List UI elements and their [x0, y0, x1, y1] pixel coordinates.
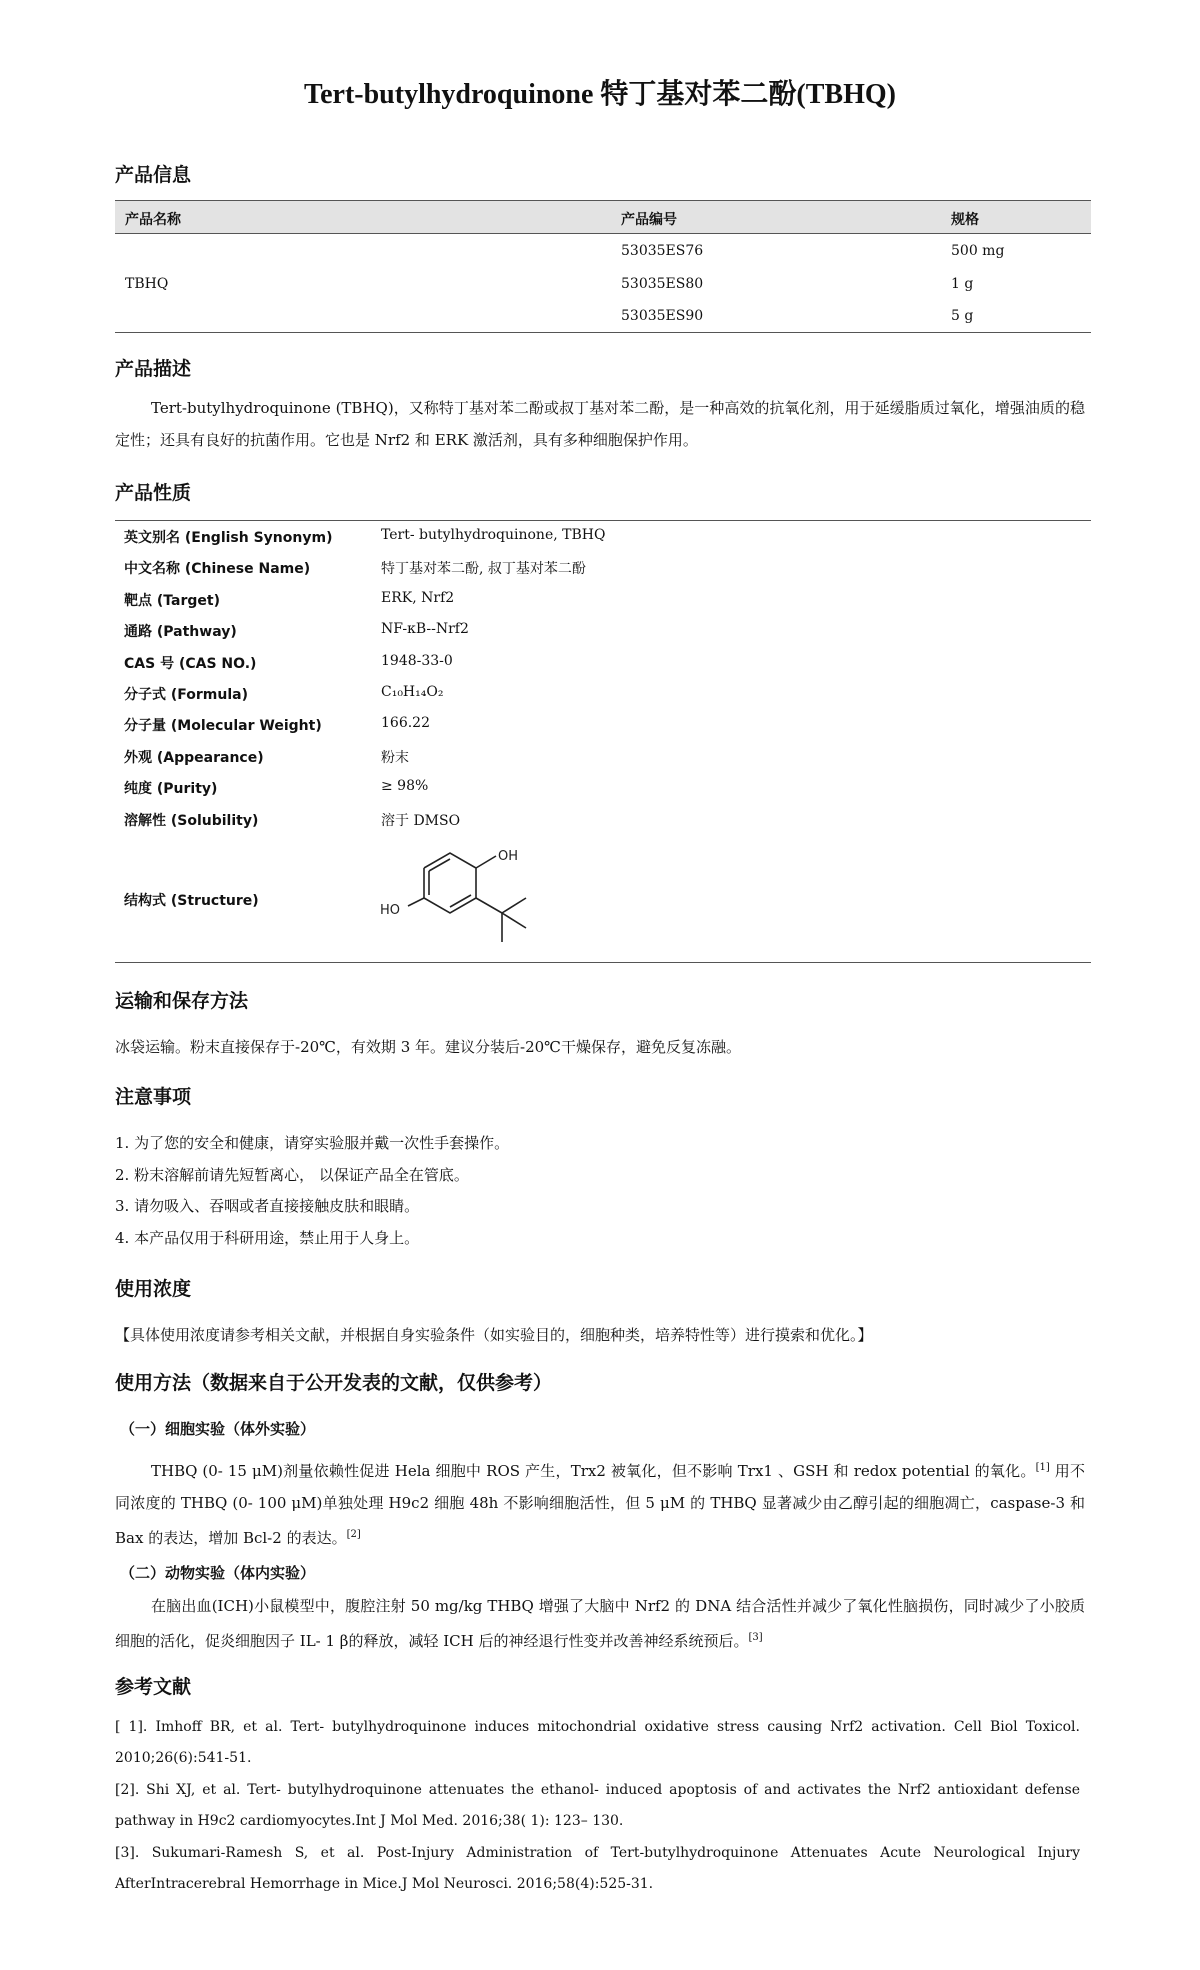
chemical-structure-diagram	[372, 838, 552, 950]
product-code-cell: 53035ES76	[621, 243, 704, 259]
in-vitro-text-part-2: 用不同浓度的 THBQ (0- 100 μM)单独处理 H9c2 细胞 48h 不影响细胞活性，但 5 μM 的 THBQ 显著减少由乙醇引起的细胞凋亡，caspase-3 和 Bax 的表达，增加 Bcl-2 的表达。	[115, 1462, 1085, 1547]
product-spec-cell: 500 mg	[951, 243, 1005, 259]
table-bottom-rule	[115, 332, 1091, 333]
subheading-in-vitro: （一）细胞实验（体外实验）	[120, 1420, 316, 1438]
concentration-text: 【具体使用浓度请参考相关文献，并根据自身实验条件（如实验目的，细胞种类，培养特性等）进行摸索和优化。】	[115, 1326, 873, 1344]
section-heading-properties: 产品性质	[115, 482, 192, 504]
property-label: 通路 (Pathway)	[124, 624, 237, 640]
property-value: 1948-33-0	[381, 653, 453, 669]
property-label: 分子式 (Formula)	[124, 687, 248, 703]
reference-item: [2]. Shi XJ, et al. Tert- butylhydroquinone attenuates the ethanol- induced apoptosis of and activates the Nrf2 antioxidant defense pathway in H9c2 cardiomyocytes.Int J Mol Med. 2016;38( 1): 123– 130.	[115, 1782, 1080, 1829]
section-heading-notes: 注意事项	[115, 1086, 192, 1108]
product-code-cell: 53035ES80	[621, 276, 704, 292]
in-vitro-text-part-1: THBQ (0- 15 μM)剂量依赖性促进 Hela 细胞中 ROS 产生，Trx2 被氧化，但不影响 Trx1 、GSH 和 redox potential 的氧化。	[151, 1462, 1036, 1480]
in-vitro-text	[115, 1452, 1085, 1554]
product-spec-cell: 1 g	[951, 276, 974, 292]
column-header-spec: 规格	[951, 212, 979, 228]
note-item: 2. 粉末溶解前请先短暂离心， 以保证产品全在管底。	[115, 1166, 469, 1184]
property-label: CAS 号 (CAS NO.)	[124, 656, 257, 672]
section-heading-description: 产品描述	[115, 358, 192, 380]
structure-label: 结构式 (Structure)	[124, 893, 259, 909]
property-value: 特丁基对苯二酚, 叔丁基对苯二酚	[381, 561, 586, 577]
structure-oh-label: OH	[498, 849, 519, 864]
structure-ho-label: HO	[380, 903, 401, 918]
property-label: 靶点 (Target)	[124, 593, 220, 609]
reference-item: [ 1]. Imhoff BR, et al. Tert- butylhydroquinone induces mitochondrial oxidative stress causing Nrf2 activation. Cell Biol Toxicol. 2010;26(6):541-51.	[115, 1719, 1080, 1766]
property-value: C₁₀H₁₄O₂	[381, 684, 444, 700]
property-label: 分子量 (Molecular Weight)	[124, 718, 322, 734]
column-header-code: 产品编号	[621, 212, 677, 228]
description-text: Tert-butylhydroquinone (TBHQ)，又称特丁基对苯二酚或叔丁基对苯二酚，是一种高效的抗氧化剂，用于延缓脂质过氧化，增强油质的稳定性；还具有良好的抗菌作用。它也是 Nrf2 和 ERK 激活剂，具有多种细胞保护作用。	[115, 399, 1085, 449]
property-label: 中文名称 (Chinese Name)	[124, 561, 311, 577]
product-table-header	[115, 200, 1091, 234]
properties-top-rule	[115, 520, 1091, 521]
section-heading-storage: 运输和保存方法	[115, 990, 249, 1012]
property-value: 166.22	[381, 715, 430, 731]
note-item: 1. 为了您的安全和健康，请穿实验服并戴一次性手套操作。	[115, 1134, 510, 1152]
page-title: Tert-butylhydroquinone 特丁基对苯二酚(TBHQ)	[304, 79, 896, 110]
in-vivo-text-body: 在脑出血(ICH)小鼠模型中，腹腔注射 50 mg/kg THBQ 增强了大脑中 Nrf2 的 DNA 结合活性并减少了氧化性脑损伤，同时减少了小胶质细胞的活化，促炎细胞因子 IL- 1 β的释放，减轻 ICH 后的神经退行性变并改善神经系统预后。	[115, 1597, 1085, 1650]
property-label: 英文别名 (English Synonym)	[124, 530, 333, 546]
property-label: 外观 (Appearance)	[124, 750, 264, 766]
section-heading-usage: 使用方法（数据来自于公开发表的文献，仅供参考）	[115, 1372, 553, 1394]
citation-2: [2]	[346, 1529, 361, 1540]
column-header-name: 产品名称	[125, 212, 181, 228]
section-heading-concentration: 使用浓度	[115, 1278, 192, 1300]
product-name-cell: TBHQ	[125, 276, 169, 292]
property-value: 溶于 DMSO	[381, 813, 461, 829]
citation-1: [1]	[1035, 1462, 1050, 1473]
note-item: 4. 本产品仅用于科研用途，禁止用于人身上。	[115, 1229, 420, 1247]
section-heading-product-info: 产品信息	[115, 164, 192, 186]
storage-text: 冰袋运输。粉末直接保存于-20℃，有效期 3 年。建议分装后-20℃干燥保存，避免反复冻融。	[115, 1038, 741, 1056]
property-value: 粉末	[381, 750, 409, 766]
property-label: 纯度 (Purity)	[124, 781, 218, 797]
note-item: 3. 请勿吸入、吞咽或者直接接触皮肤和眼睛。	[115, 1197, 420, 1215]
property-label: 溶解性 (Solubility)	[124, 813, 259, 829]
property-value: Tert- butylhydroquinone, TBHQ	[381, 527, 606, 543]
subheading-in-vivo: （二）动物实验（体内实验）	[120, 1564, 316, 1582]
citation-3: [3]	[748, 1632, 763, 1643]
property-value: NF-κB--Nrf2	[381, 621, 469, 637]
reference-item: [3]. Sukumari-Ramesh S, et al. Post-Injury Administration of Tert-butylhydroquinone Attenuates Acute Neurological Injury AfterIntracerebral Hemorrhage in Mice.J Mol Neurosci. 2016;58(4):525-31.	[115, 1845, 1080, 1892]
product-spec-cell: 5 g	[951, 308, 974, 324]
property-value: ≥ 98%	[381, 778, 429, 794]
product-code-cell: 53035ES90	[621, 308, 704, 324]
section-heading-references: 参考文献	[115, 1676, 192, 1698]
in-vivo-text	[115, 1590, 1085, 1657]
property-value: ERK, Nrf2	[381, 590, 455, 606]
properties-bottom-rule	[115, 962, 1091, 963]
